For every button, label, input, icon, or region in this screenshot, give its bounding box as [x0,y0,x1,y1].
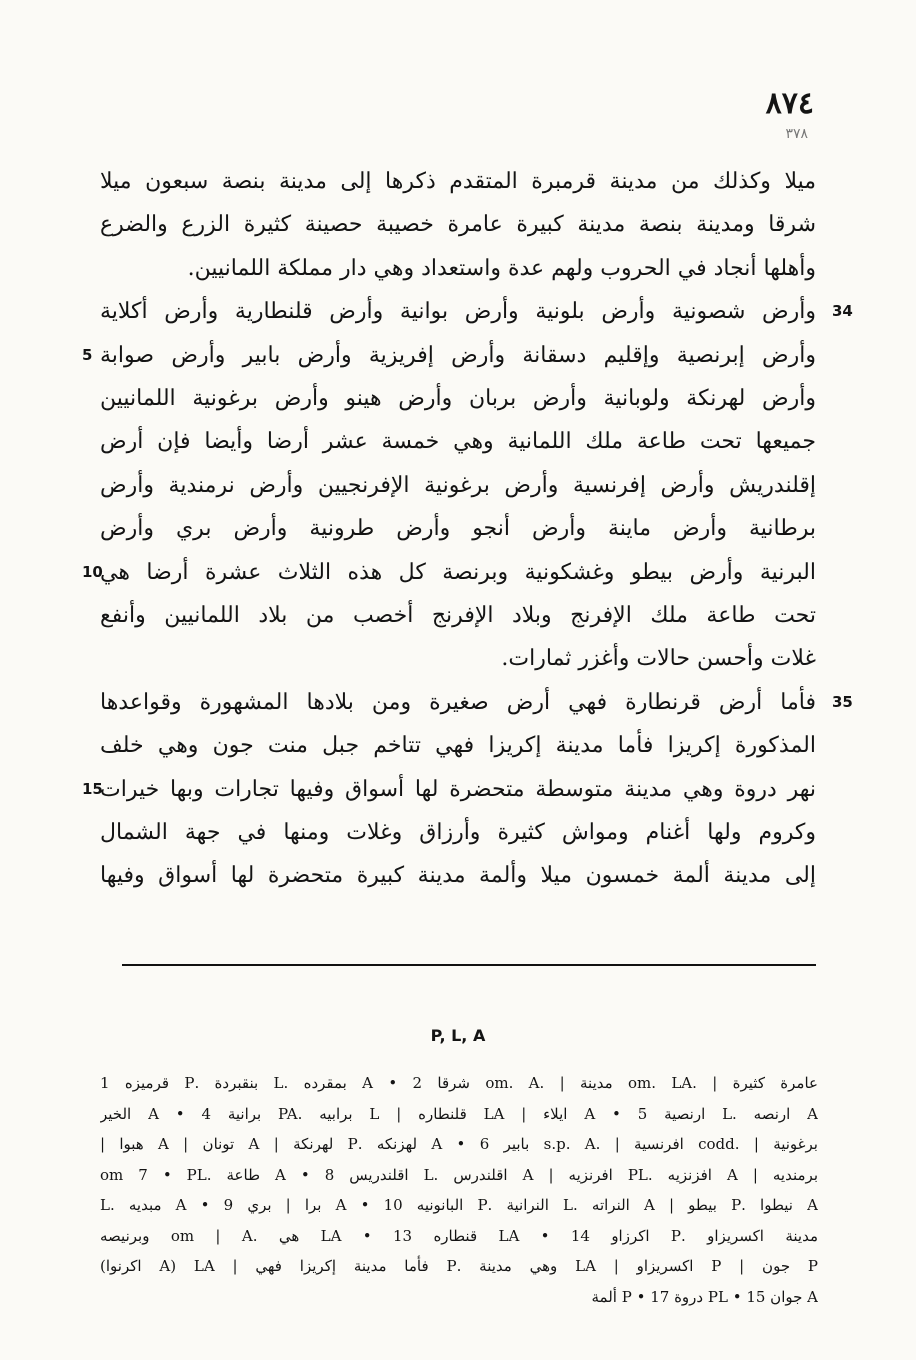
apparatus-line: مدينة اكسريزاو .P اكرزاو 14 • LA قنطاره 13 • LA هي .om | A وبرنيصه [100,1227,818,1245]
text-line: غلات وأحسن حالات وأغزر ثمارات. [501,646,816,671]
margin-number: 15 [82,780,103,798]
text-line: وأرض شصونية وأرض بلونية وأرض بوانية وأرض قلنطارية وأرض أكلاية [100,299,816,324]
text-line: وأرض لهرنكة ولوبانية وأرض بربان وأرض هينو وأرض برغونية اللمانيين [100,386,816,411]
apparatus-line: A جوان 15 • PL دروة 17 • P ألمة [591,1288,818,1306]
text-line: البرنية وأرض بيطو وغشكونية وبرنصة كل هذه الثلاث عشرة أرضا هي [100,560,816,585]
apparatus-line: P جون | P اكسريزاو | LA وهي مدينة .P فأما مدينة إكريزا فهي | LA (A اكرنوا) [100,1257,818,1275]
apparatus-title: P, L, A [430,1026,486,1045]
text-line: برطانية وأرض ماينة وأرض أنجو وأرض طرونية وأرض بري وأرض [100,516,816,541]
text-line: المذكورة إكريزا فأما مدينة إكريزا فهي تتاخم جبل منت جون وهي خلف [100,733,816,758]
text-line: نهر دروة وهي مدينة متوسطة متحضرة لها أسواق وفيها تجارات وبها خيرات [100,777,816,802]
apparatus-line: A ارنصه .L ارنصية 5 • A ايلاء | LA قلنطاره | L برابيه .PA برانية 4 • A الخير [100,1105,818,1123]
margin-number: 35 [832,693,853,711]
apparatus-line: برمنديه | A افزنزيه .PL افرنزيه | A اقلندرس .L اقلندريس 8 • A طاعة .om 7 • PL [100,1166,818,1184]
text-line: إلى مدينة ألمة خمسون ميلا وألمة مدينة كبيرة متحضرة لها أسواق وفيها [100,863,816,888]
apparatus-line: A نيطوا .P بيطو | A النراته .L النرانية .P البانونيه 10 • A برا | بري 9 • A مبديه .L [100,1196,818,1214]
text-line: وأرض إبرنصية وإقليم دسقانة وأرض إفريزية وأرض بابير وأرض صوابة [100,343,816,368]
margin-number: 10 [82,563,103,581]
text-line: ميلا وكذلك من مدينة قرمبرة المتقدم ذكرها إلى مدينة بنصة سبعون ميلا [100,169,816,194]
text-line: فأما أرض قرنطارة فهي أرض صغيرة ومن بلادها المشهورة وقواعدها [100,690,816,715]
apparatus-line: عامرة كثيرة | .om. LA مدينة | .om. A شرقا 2 • A بمقرده .L بنقبردة .P قرميزه 1 [100,1074,818,1092]
faint-page-number: ٣٧٨ [785,126,808,142]
text-line: تحت طاعة ملك الإفرنج وبلاد الإفرنج أخصب من بلاد اللمانيين وأنفع [100,603,816,628]
text-line: إقلندريش وأرض إفرنسية وأرض برغونية الإفرنجيين وأرض نرمندية وأرض [100,473,816,498]
page-number: ٨٧٤ [765,86,814,121]
margin-number: 5 [82,346,93,364]
margin-number: 34 [832,302,853,320]
footnote-divider [122,964,816,966]
text-line: جميعها تحت طاعة ملك اللمانية وهي خمسة عشر أرضا وأيضا فإن أرض [100,429,816,454]
text-line: وكروم ولها أغنام ومواش كثيرة وأرزاق وغلات ومنها في جهة الشمال [100,820,816,845]
text-line: وأهلها أنجاد في الحروب ولهم عدة واستعداد وهي دار مملكة اللمانيين. [187,256,816,281]
text-line: شرقا ومدينة بنصة مدينة كبيرة عامرة خصيبة حصينة كثيرة الزرع والضرع [100,212,816,237]
apparatus-line: برغونية | .codd افرنسية | .s.p. A بابير 6 • A لهزنكه .P لهرنكة | A تونان | A هبوا | [100,1135,818,1153]
